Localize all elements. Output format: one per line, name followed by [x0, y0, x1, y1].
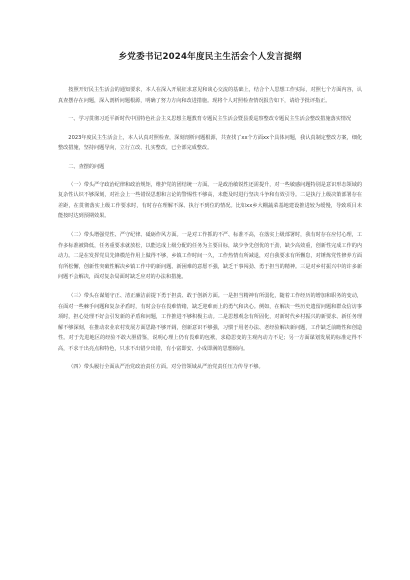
- intro-paragraph: 按照开好民主生活会的通知要求，本人在深入开展征求意见和谈心交流的基础上，结合个人思想工作实际，对照七个方面内容，认真查摆存在问题，深入剖析问题根源，明确了努力方向和改进措施。现将个人对照检查情况报告如下，请给予批评指正。: [58, 87, 362, 104]
- section2-heading: 二、查摆的问题: [68, 163, 105, 170]
- item3-paragraph: （三）带头在谋划守正、清正廉洁前提下勇于担责、敢于创新方面。一是担当精神有所弱化，随着工作经历的增加和职务的变动，在面对一些棘手问题和复杂矛盾时，有时会存在畏难情绪，缺乏迎难而上的勇气和决心。例如，在解决一些历史遗留问题和群众信访事项时，担心处理不好会引发新的矛盾和问题，工作推进不够积极主动。二是思想观念有所固化，对新时代乡村振兴的新要求、新任务理解不够深刻，在推动农业农村发展方面思路不够开阔，创新意识不够强，习惯于用老办法、老经验解决新问题，工作缺乏前瞻性和创造性。对于先进地区的经验不敢大胆借鉴，说明心理上仍有畏难的包袱，求稳思变的主观内动力不足；另一方面谋划发展的标准定得不高，不求干出亮点和特色，只求不出错少出错，有小富即安、小成即满的思想倾向。: [58, 292, 362, 352]
- item1-paragraph: （一）带头严守政治纪律和政治规矩，维护党的团结统一方面。一是政治敏锐性还需提升，对一些敏感问题特别是意识形态领域的复杂性认识不够深刻，对社会上一些错误思想和言论的警惕性不够高，未能及时进行坚决斗争和有效引导。二是执行上级决策部署存在差距，在贯彻落实上级工作要求时，有时存在理解不深、执行不到位的情况。比如xx乡大棚蔬菜基地建设推进较为缓慢，导致项目未能按时达到预期效果。: [58, 181, 362, 220]
- document-title: 乡党委书记2024年度民主生活会个人发言提纲: [118, 52, 302, 62]
- item4-paragraph: （四）带头履行全面从严治党政治责任方面。对分管领域从严治党责任压力传导不够。: [68, 364, 264, 371]
- section1-heading: 一、学习贯彻习近平新时代中国特色社会主义思想主题教育专题民主生活会暨县委巡察整改专题民主生活会整改措施落实情况: [68, 116, 352, 123]
- item2-paragraph: （二）带头增强党性、严守纪律、砥砺作风方面。一是对工作抓的不严、标准不高，在落实上级部署时，我有时存在应付心理，工作多标准被降低，任务重要求就放松，以能达成上级分配的任务为主要目标，缺少争先创优的干劲，缺少高效重，创新性完成工作的内动力。二是在发挥党员先锋模范作用上做得不够，乡镇工作时间一久，工作热情有所减退，对自我要求有所懈怠，对锤炼党性修养方面有所松懈，创新性突破性解决乡镇工作中的新问题、新困难的意愿不强，缺乏干事闯劲、勇于担当的精神。三是对乡村振兴中的许多新问题不会解决，面对复杂局面时缺乏应对的办法和措施。: [58, 231, 362, 281]
- section1-body: 2023年度民主生活会上，本人认真对照检查，深刻剖析问题根源，共查找了xx个方面xx个具体问题，我认真制定整改方案，细化整改措施，坚持问题导向，立行立改、扎实整改，已全部完成整改。: [58, 134, 362, 152]
